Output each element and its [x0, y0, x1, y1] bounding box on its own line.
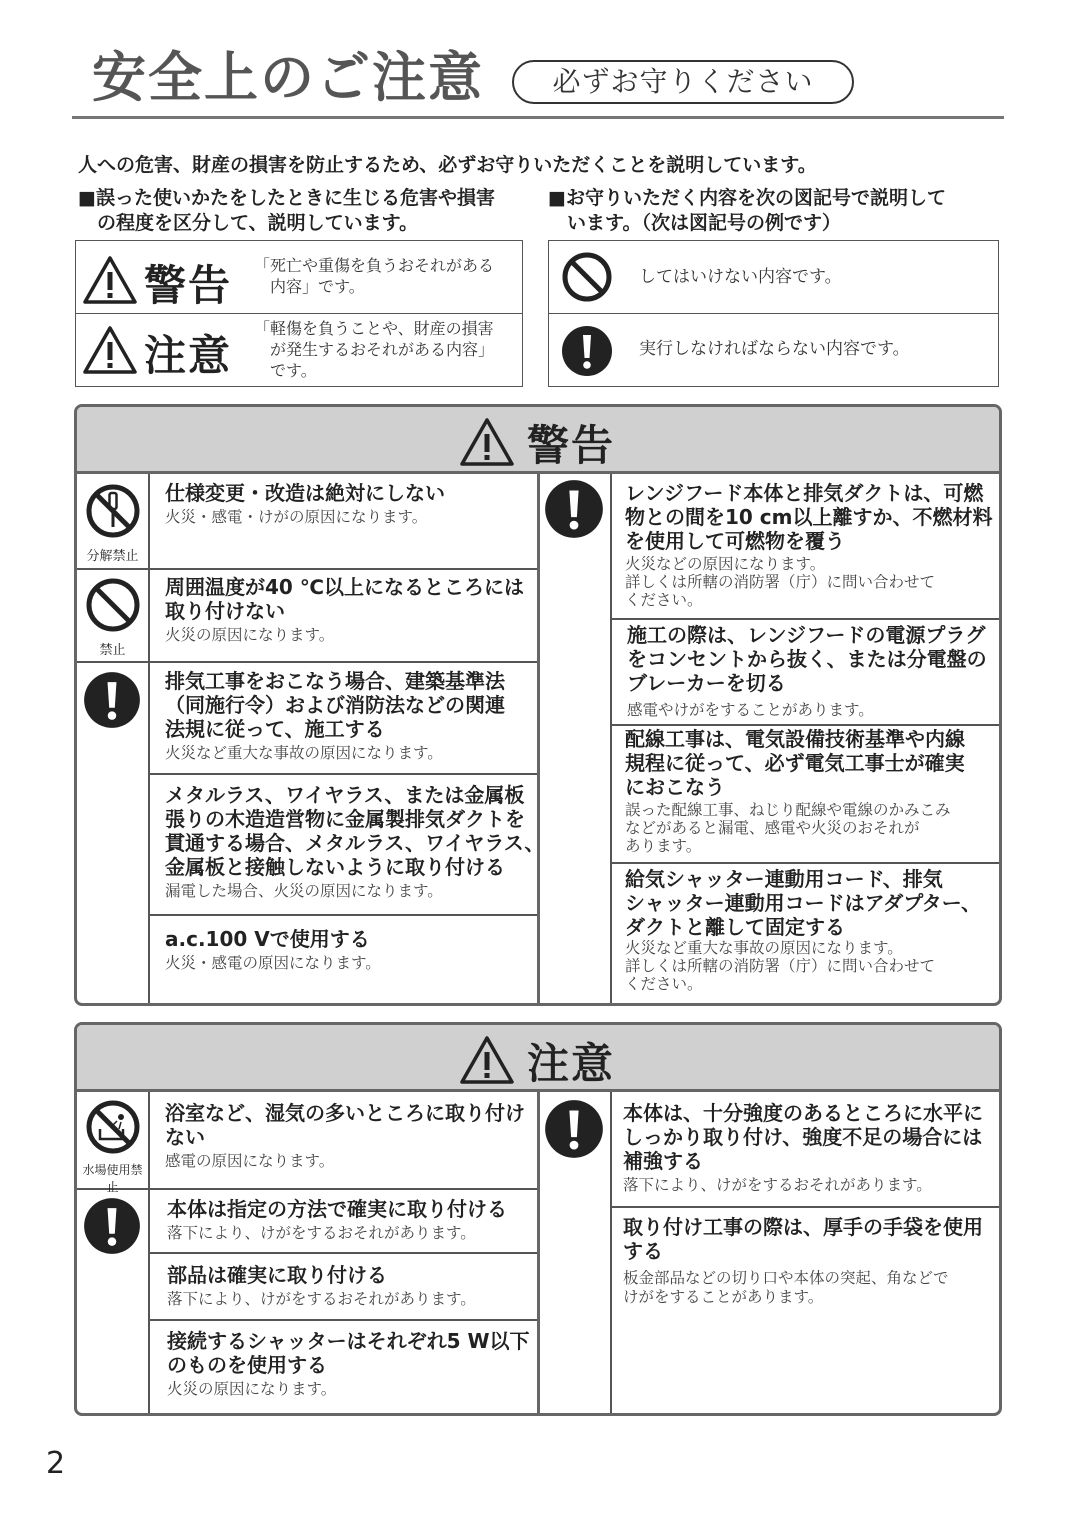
warning-item: 仕様変更・改造は絶対にしない 火災・感電・けがの原因になります。 — [165, 481, 445, 526]
caution-item: 接続するシャッターはそれぞれ5 W以下 のものを使用する 火災の原因になります。 — [167, 1329, 530, 1398]
warning-item: 配線工事は、電気設備技術基準や内線 規程に従って、必ず電気工事士が確実 におこなう 誤った配線工事、ねじり配線や電線のかみこみ などがあると漏電、感電や火災のおそれが あります。 — [625, 727, 965, 855]
mandatory-icon — [544, 1099, 604, 1163]
warning-center-divider — [537, 474, 540, 1003]
legend-warning-desc: 「死亡や重傷を負うおそれがある 内容」です。 — [254, 256, 495, 296]
warning-right-sep — [610, 862, 999, 864]
caution-section — [74, 1022, 1002, 1416]
warning-header — [77, 407, 999, 474]
warning-right-icon-divider — [610, 474, 612, 1003]
caution-item: 取り付け工事の際は、厚手の手袋を使用 する 板金部品などの切り口や本体の突起、角などで けがをすることがあります。 — [623, 1215, 983, 1306]
mandatory-icon — [83, 1197, 141, 1259]
caution-center-divider — [537, 1092, 540, 1413]
no-wet-area-label: 水場使用禁止 — [82, 1163, 143, 1194]
warning-item: 施工の際は、レンジフードの電源プラグ をコンセントから抜く、または分電盤の ブレーカーを切る 感電やけがをすることがあります。 — [627, 623, 987, 719]
warning-right-sep — [610, 618, 999, 620]
warning-header-label: 警告 — [527, 421, 616, 470]
no-wet-area-icon — [85, 1099, 141, 1159]
warning-item: a.c.100 Vで使用する 火災・感電の原因になります。 — [165, 927, 381, 972]
page-title: 安全上のご注意 — [92, 46, 484, 109]
warning-header-icon — [459, 417, 515, 471]
caution-header — [77, 1025, 999, 1092]
prohibition-label: 禁止 — [99, 643, 126, 658]
warning-left-icon-divider — [148, 474, 150, 1003]
severity-legend — [75, 240, 523, 387]
caution-item: 本体は指定の方法で確実に取り付ける 落下により、けがをするおそれがあります。 — [167, 1197, 507, 1242]
caution-left-sep — [148, 1319, 537, 1321]
no-disassembly-icon — [85, 483, 141, 543]
severity-note: ■誤った使いかたをしたときに生じる危害や損害 の程度を区分して、説明しています。 — [78, 187, 495, 234]
warning-left-sep — [77, 568, 537, 570]
title-divider — [72, 116, 1004, 119]
warning-right-sep — [610, 724, 999, 726]
warning-left-sep — [77, 661, 537, 663]
legend-caution-desc: 「軽傷を負うことや、財産の損害 が発生するおそれがある内容」 です。 — [254, 319, 495, 380]
prohibition-icon — [561, 251, 613, 307]
mandatory-desc: 実行しなければならない内容です。 — [639, 339, 910, 359]
warning-left-sep — [148, 914, 537, 916]
symbol-legend-divider — [549, 313, 998, 314]
no-disassembly-label: 分解禁止 — [86, 549, 139, 564]
caution-left-sep — [148, 1252, 537, 1254]
legend-warning-label: 警告 — [144, 261, 233, 310]
mandatory-icon — [544, 479, 604, 543]
warning-item: レンジフード本体と排気ダクトは、可燃 物との間を10 cm以上離すか、不燃材料 を使用して可燃物を覆う 火災などの原因になります。 詳しくは所轄の消防署（庁）に問い合わせて ください。 — [625, 481, 993, 609]
warning-left-sep — [148, 773, 537, 775]
warning-triangle-icon — [82, 255, 138, 309]
warning-item: メタルラス、ワイヤラス、または金属板 張りの木造造営物に金属製排気ダクトを 貫通する場合、メタルラス、ワイヤラス、 金属板と接触しないように取り付ける 漏電した場合、火災の原因になります。 — [165, 783, 545, 900]
caution-header-label: 注意 — [527, 1039, 616, 1088]
warning-item: 給気シャッター連動用コード、排気 シャッター連動用コードはアダプター、 ダクトと離して固定する 火災など重大な事故の原因になります。 詳しくは所轄の消防署（庁）に問い合わせて ください。 — [625, 867, 981, 993]
mandatory-icon — [83, 671, 141, 733]
warning-item: 排気工事をおこなう場合、建築基準法 （同施行令）および消防法などの関連 法規に従って、施工する 火災など重大な事故の原因になります。 — [165, 669, 505, 762]
symbol-note: ■お守りいただく内容を次の図記号で説明して います。（次は図記号の例です） — [548, 187, 946, 234]
mandatory-icon — [561, 325, 613, 381]
prohibition-desc: してはいけない内容です。 — [639, 267, 842, 287]
intro-text: 人への危害、財産の損害を防止するため、必ずお守りいただくことを説明しています。 — [78, 154, 817, 176]
caution-header-icon — [459, 1035, 515, 1089]
page-number: 2 — [46, 1446, 66, 1481]
warning-item: 周囲温度が40 ℃以上になるところには 取り付けない 火災の原因になります。 — [165, 575, 525, 644]
caution-item: 本体は、十分強度のあるところに水平に しっかり取り付け、強度不足の場合には 補強する 落下により、けがをするおそれがあります。 — [623, 1101, 983, 1194]
caution-item: 部品は確実に取り付ける 落下により、けがをするおそれがあります。 — [167, 1263, 476, 1308]
caution-right-icon-divider — [610, 1092, 612, 1413]
warning-section — [74, 404, 1002, 1006]
caution-right-sep — [610, 1206, 999, 1208]
legend-divider — [76, 313, 522, 314]
legend-caution-label: 注意 — [144, 331, 233, 380]
caution-triangle-icon — [82, 325, 138, 379]
must-observe-badge: 必ずお守りください — [512, 60, 854, 104]
prohibition-icon — [85, 577, 141, 637]
caution-item: 浴室など、湿気の多いところに取り付け ない 感電の原因になります。 — [165, 1101, 525, 1170]
symbol-legend — [548, 240, 999, 387]
